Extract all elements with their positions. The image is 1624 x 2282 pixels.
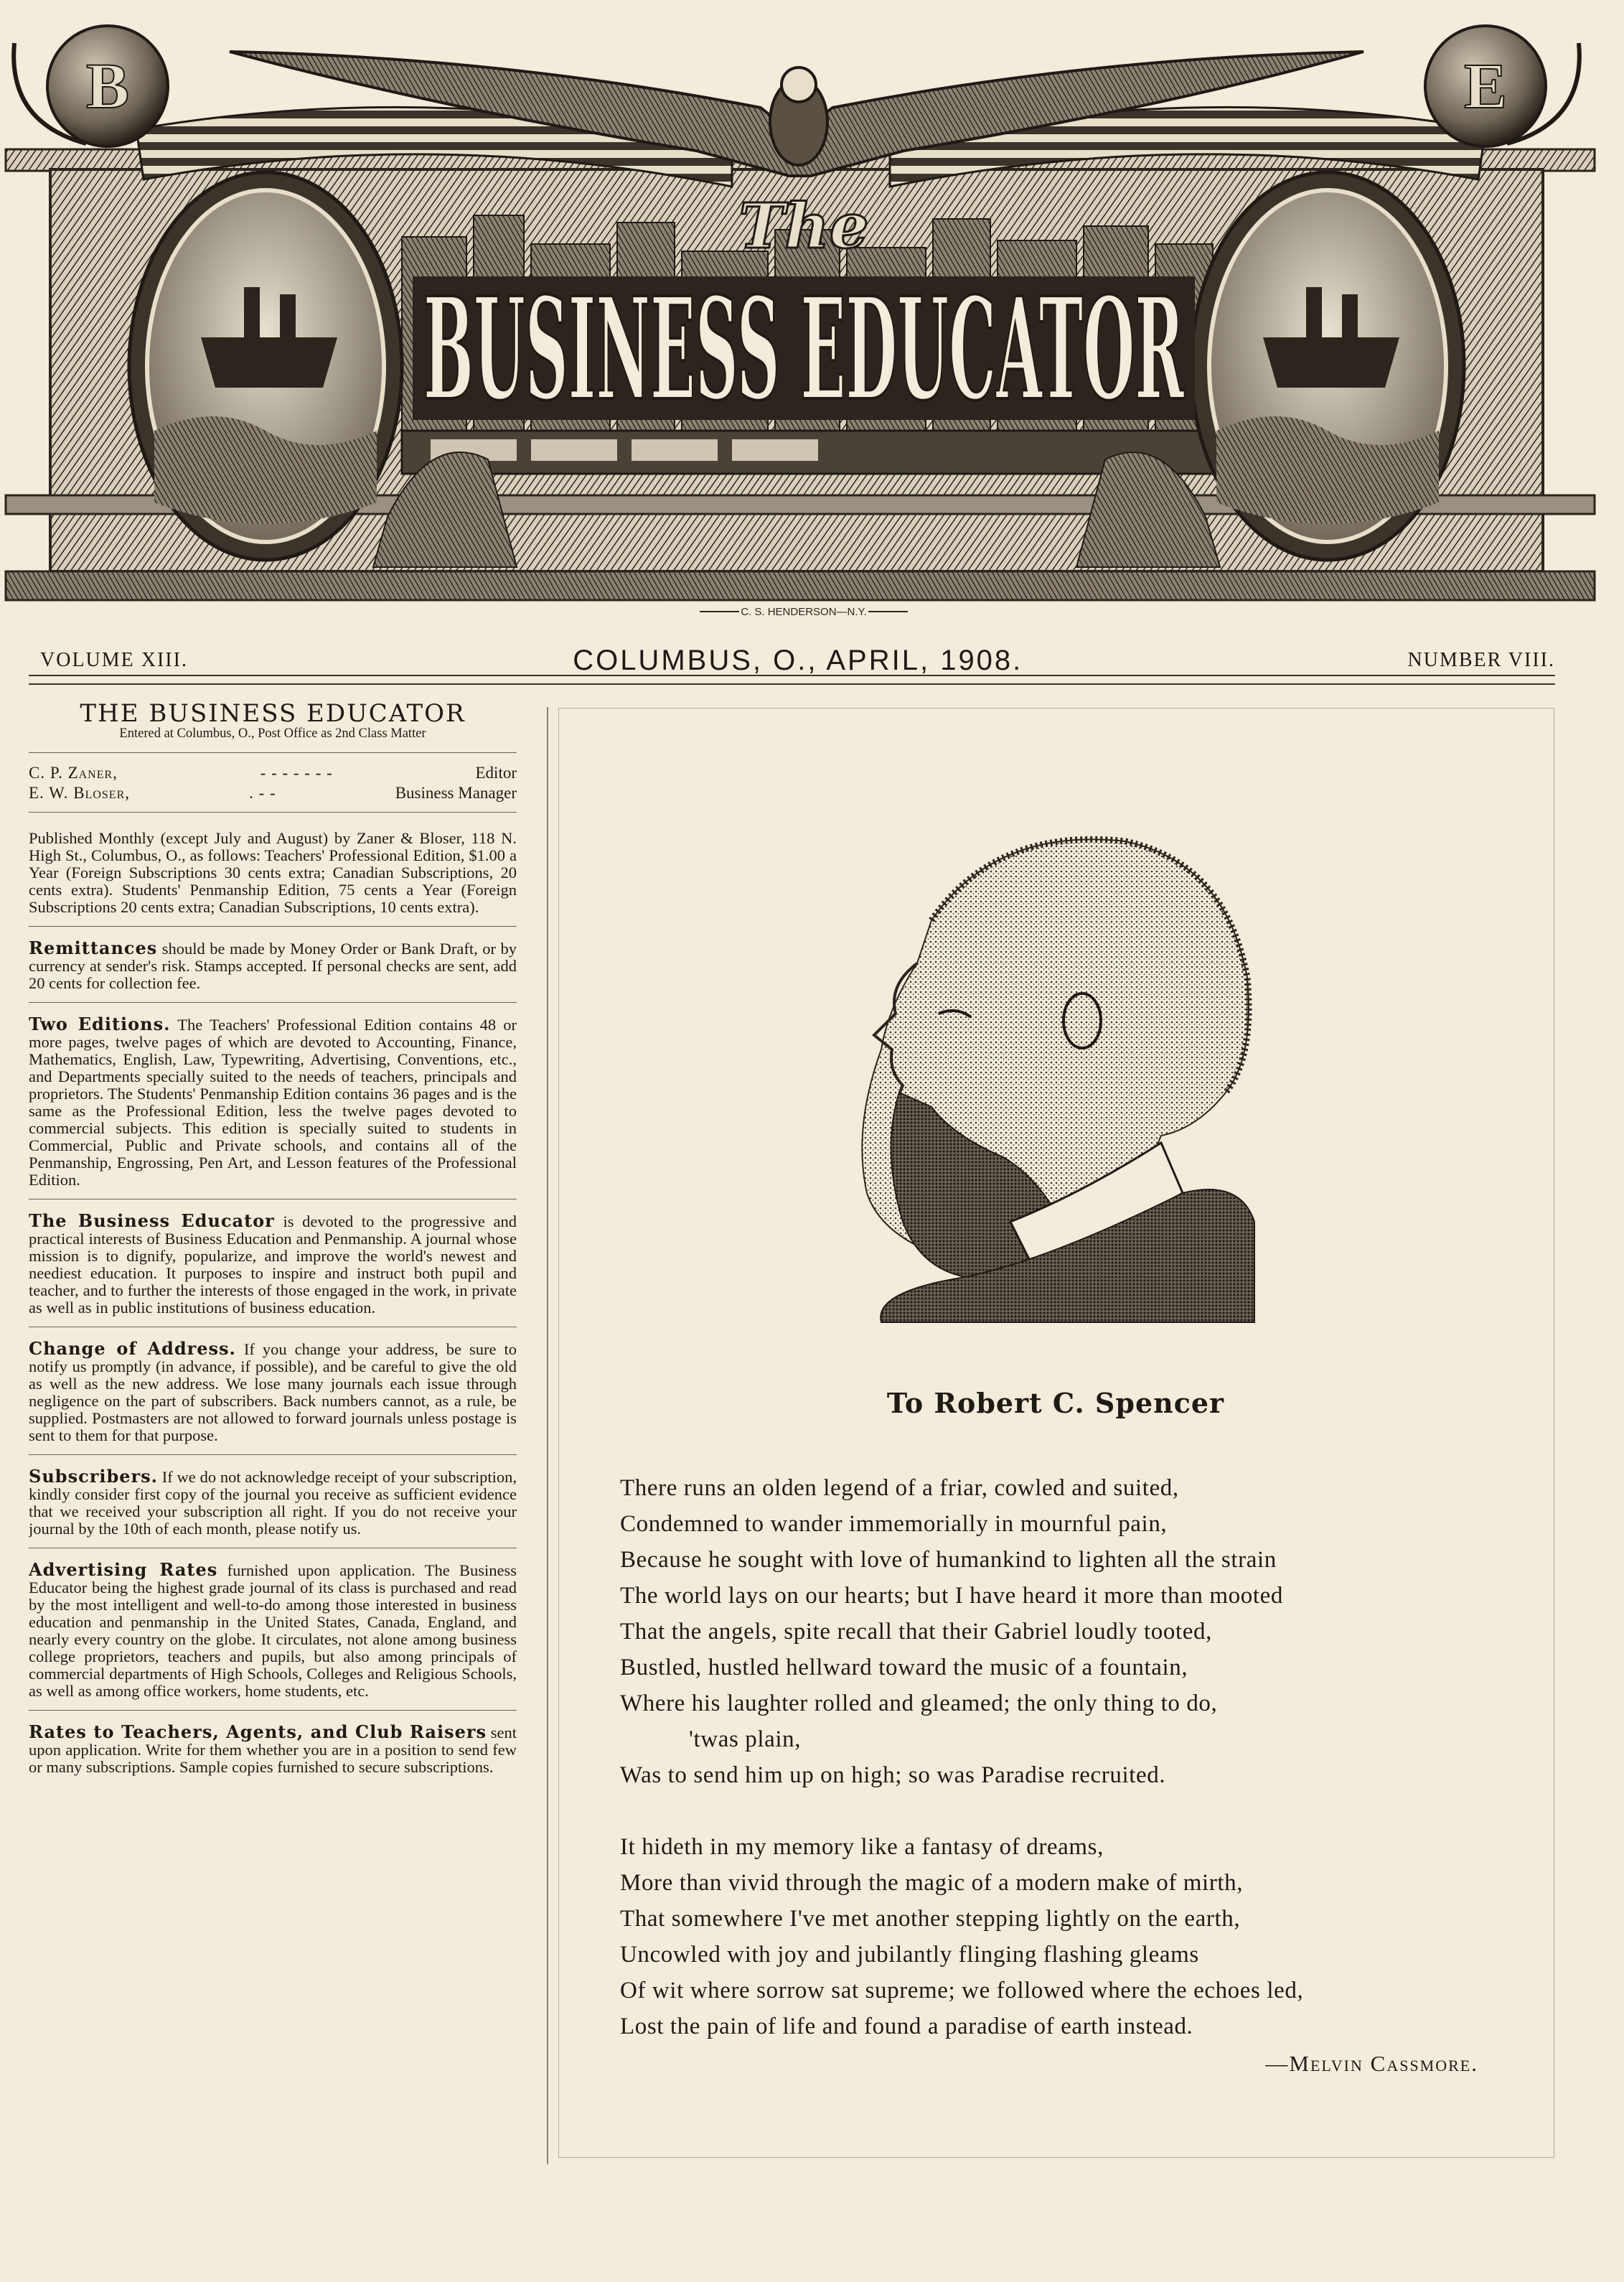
engraver-credit: C. S. HENDERSON—N.Y. [741, 606, 867, 617]
issue-date: COLUMBUS, O., APRIL, 1908. [573, 644, 1023, 676]
notice-body: If we do not acknowledge receipt of your subscription, kindly consider first copy of the journal you receive as sufficient evidence that we received your subscription all right. If you do not receive your journal by the 10th of each month, please notify us. [29, 1468, 517, 1538]
poem-line: Because he sought with love of humankind to lighten all the strain [620, 1547, 1277, 1573]
notice-advertising [29, 1556, 517, 1711]
staff-name: E. W. Bloser, [29, 784, 130, 802]
dateline-rule [29, 675, 1555, 685]
notice-heading: Two Editions. [29, 1014, 171, 1034]
poem-line: It hideth in my memory like a fantasy of dreams, [620, 1834, 1104, 1860]
ship-medallion-right-icon [1191, 172, 1464, 560]
poem-line: Where his laughter rolled and gleamed; the only thing to do, [620, 1691, 1218, 1716]
notice-body: furnished upon application. The Business Educator being the highest grade journal of its class is purchased and read by the most intelligent and well-to-do among those interested in business education and penmanship in the United States, Canada, England, and nearly every country on the globe. It circulates, not alone among business college proprietors, teachers and pupils, but also among principals of commercial departments of High Schools, Colleges and Religious Schools, as well as among office workers, home students, etc. [29, 1561, 517, 1700]
left-monogram: B [85, 51, 130, 122]
staff-name: C. P. Zaner, [29, 764, 118, 782]
staff-row-editor [29, 763, 517, 783]
staff-role: Business Manager [395, 784, 517, 802]
poem-line: Condemned to wander immemorially in mournful pain, [620, 1511, 1168, 1537]
notice-heading: Subscribers. [29, 1466, 159, 1487]
notice-subscribers [29, 1462, 517, 1548]
notice-body: If you change your address, be sure to notify us promptly (in advance, if possible), and be careful to give the old as well as the new address. We lose many journals each issue through negligence on the part of subscribers. Back numbers cannot, as a rule, be supplied. Postmasters are not allowed to forward journals unless postage is sent to them for that purpose. [29, 1340, 517, 1444]
masthead-info-column [29, 698, 517, 2176]
portrait-profile-icon [824, 820, 1269, 1344]
staff-dots: - - - - - - - [260, 764, 333, 782]
notice-remittances [29, 934, 517, 1003]
notice-two-editions [29, 1010, 517, 1200]
poem-line: Was to send him up on high; so was Paradise recruited. [620, 1762, 1166, 1788]
issue-number: NUMBER VIII. [1407, 649, 1555, 671]
volume-label: VOLUME XIII. [40, 649, 188, 671]
poem [620, 1470, 1517, 2082]
staff-role: Editor [475, 764, 517, 782]
left-globe-icon [14, 26, 168, 146]
notice-mission [29, 1207, 517, 1327]
notice-heading: The Business Educator [29, 1210, 275, 1231]
poem-line: There runs an olden legend of a friar, cowled and suited, [620, 1475, 1179, 1501]
entered-notice: Entered at Columbus, O., Post Office as 2nd Class Matter [119, 726, 426, 741]
poem-line: Bustled, hustled hellward toward the music of a fountain, [620, 1655, 1188, 1680]
column-divider [547, 707, 548, 2164]
stanza-break [620, 1793, 1517, 1829]
notice-heading: Advertising Rates [29, 1559, 218, 1580]
notice-change-of-address [29, 1334, 517, 1455]
poem-line: More than vivid through the magic of a modern make of mirth, [620, 1870, 1244, 1896]
poem-line: That somewhere I've met another stepping lightly on the earth, [620, 1906, 1241, 1932]
notice-heading: Remittances [29, 937, 158, 958]
poem-line: The world lays on our hearts; but I have heard it more than mooted [620, 1583, 1283, 1609]
published-text: Published Monthly (except July and August) by Zaner & Bloser, 118 N. High St., Columbus, O., as follows: Teachers' Professional Edition, $1.00 a Year (Foreign Subscriptions 30 cents extra; Canadian Subscriptions, 20 cents extra). Students' Penmanship Edition, 75 cents a Year (Foreign Subscriptions 20 cents extra; Canadian Subscriptions, 10 cents extra). [29, 829, 517, 916]
published-notice [29, 824, 517, 927]
notice-body: The Teachers' Professional Edition contains 48 or more pages, twelve pages of which are devoted to Accounting, Finance, Mathematics, English, Law, Typewriting, Advertising, Conventions, etc., and Departments specially suited to the needs of teachers, principals and proprietors. The Students' Penmanship Edition contains 36 pages and is the same as the Professional Edition, less the twelve pages devoted to commercial subjects. This edition is specially suited to students in Commercial, Public and Private schools, and contains all of the Penmanship, Engrossing, Pen Art, and Lesson features of the Professional Edition. [29, 1016, 517, 1189]
poem-author: —Melvin Cassmore. [1265, 2051, 1478, 2076]
right-monogram: E [1463, 51, 1508, 122]
masthead-the: The [738, 190, 869, 263]
notice-body: is devoted to the progressive and practical interests of Business Education and Penmanship. A journal whose mission is to dignify, popularize, and improve the world's newest and neediest education. It purposes to inspire and instruct both pupil and teacher, and to further the interests of those engaged in the work, in private as well as in public institutions of business education. [29, 1212, 517, 1317]
paper-title: THE BUSINESS EDUCATOR [80, 699, 466, 728]
poem-line: Of wit where sorrow sat supreme; we followed where the echoes led, [620, 1978, 1304, 2003]
masthead-title: BUSINESS EDUCATOR [423, 267, 1185, 432]
ship-medallion-left-icon [129, 172, 402, 560]
masthead-banner [0, 0, 1624, 617]
staff-dots: . - - [249, 784, 276, 802]
portrait-engraving [824, 820, 1269, 1344]
notice-body: should be made by Money Order or Bank Draft, or by currency at sender's risk. Stamps accepted. If personal checks are sent, add 20 cents for collection fee. [29, 940, 517, 992]
masthead-engraving [0, 0, 1624, 617]
staff-list [29, 752, 517, 813]
notice-body: sent upon application. Write for them whether you are in a position to send few or many subscriptions. Sample copies furnished to secure subscriptions. [29, 1724, 517, 1776]
staff-row-manager [29, 783, 517, 803]
poem-dedication: To Robert C. Spencer [886, 1387, 1225, 1419]
poem-line: 'twas plain, [689, 1726, 802, 1752]
notice-club-rates [29, 1718, 517, 1786]
right-globe-icon [1425, 26, 1580, 146]
notice-heading: Rates to Teachers, Agents, and Club Raisers [29, 1721, 487, 1742]
poem-line: Uncowled with joy and jubilantly flinging flashing gleams [620, 1942, 1199, 1968]
poem-line: Lost the pain of life and found a paradise of earth instead. [620, 2014, 1193, 2039]
notice-heading: Change of Address. [29, 1338, 236, 1359]
poem-line: That the angels, spite recall that their Gabriel loudly tooted, [620, 1619, 1212, 1645]
